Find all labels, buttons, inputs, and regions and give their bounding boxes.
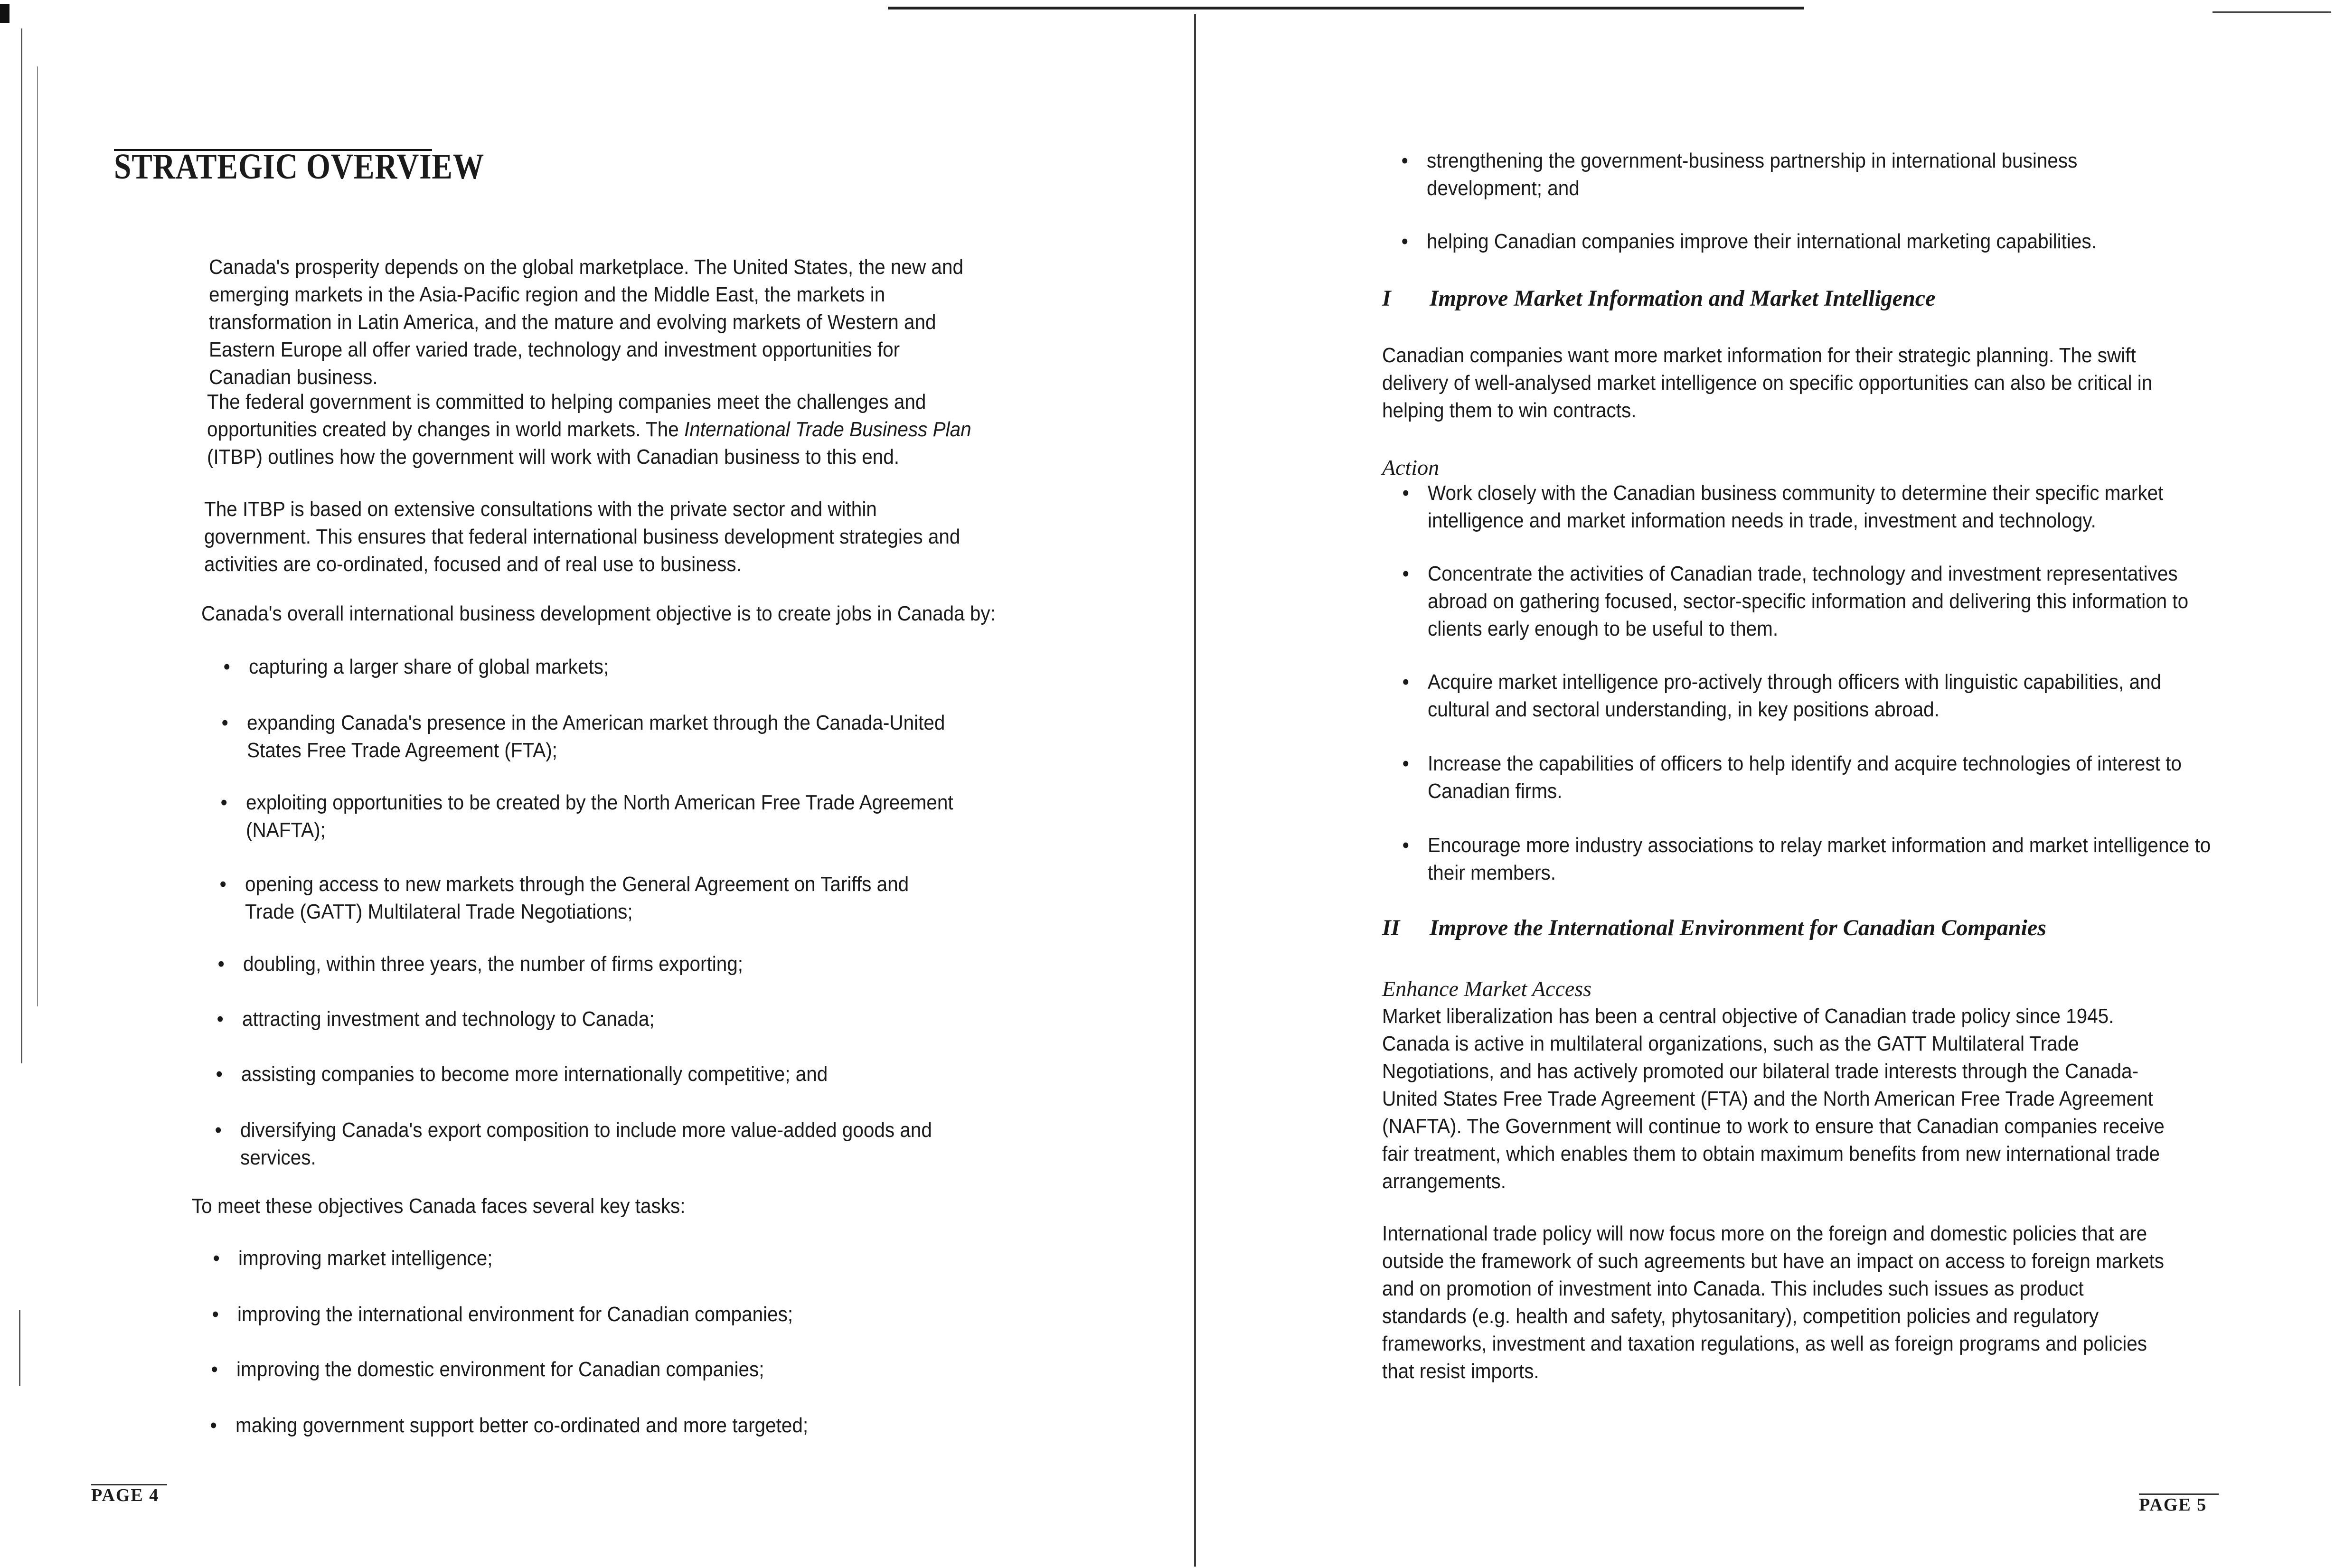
task-item: • making government support better co-ordinated and more targeted;: [235, 1412, 1000, 1439]
objective-item: • capturing a larger share of global markets;: [249, 653, 970, 681]
bullet-dot-icon: •: [1401, 149, 1408, 172]
task-item: • helping Canadian companies improve their international marketing capabilities.: [1427, 228, 2169, 255]
action-item: • Acquire market intelligence pro-actively through officers with linguistic capabilities, and cultural and sectoral understanding, in key positions abroad.: [1428, 668, 2214, 723]
objective-item: • assisting companies to become more internationally competitive; and: [241, 1061, 1006, 1088]
objective-item: • exploiting opportunities to be created by the North American Free Trade Agreement (NAFTA);: [246, 789, 962, 844]
bullet-dot-icon: •: [219, 873, 226, 896]
bullet-dot-icon: •: [1402, 834, 1409, 857]
objective-item: • diversifying Canada's export composition to include more value-added goods and services.: [240, 1117, 939, 1172]
section-heading: II Improve the International Environment for Canadian Companies: [1382, 915, 2046, 940]
plan-title: International Trade Business Plan: [684, 418, 971, 441]
bullet-dot-icon: •: [223, 655, 230, 678]
bullet-dot-icon: •: [217, 952, 225, 976]
section-paragraph: International trade policy will now focus more on the foreign and domestic policies that are outside the framework of such agreements but have an impact on access to foreign markets and on promotion of investment into Canada. This includes such issues as product standards (e.g. health and safety, phytosanitary), competition policies and regulatory frameworks, investment and taxation regulations, as well as foreign programs and policies that resist imports.: [1382, 1222, 2165, 1383]
objective-item: • attracting investment and technology to Canada;: [242, 1005, 963, 1033]
bullet-dot-icon: •: [1402, 481, 1409, 505]
section-heading: I Improve Market Information and Market Intelligence: [1382, 286, 1936, 311]
tasks-intro: To meet these objectives Canada faces several key tasks:: [192, 1194, 686, 1218]
objective-item: • expanding Canada's presence in the American market through the Canada-United States Free Trade Agreement (FTA);: [247, 709, 981, 764]
action-item: • Concentrate the activities of Canadian trade, technology and investment representatives abroad on gathering focused, sector-specific information and delivering this information to clients early enough to be useful to them.: [1428, 560, 2214, 643]
task-item: • strengthening the government-business partnership in international business development; and: [1427, 147, 2126, 202]
bullet-dot-icon: •: [212, 1303, 219, 1326]
objective-item: • doubling, within three years, the number of firms exporting;: [243, 950, 964, 978]
bullet-dot-icon: •: [213, 1247, 220, 1270]
right-page: [1194, 0, 2335, 1568]
task-item: • improving market intelligence;: [238, 1245, 1003, 1272]
consultation-paragraph: The ITBP is based on extensive consultations with the private sector and within government. This ensures that federal international business development strategies and activities are co-ordinated, focused and of real use to business.: [204, 498, 960, 576]
federal-paragraph: The federal government is committed to helping companies meet the challenges and opportunities created by changes in world markets. The International Trade Business Plan (ITBP) outlines how the government will work with Canadian business to this end.: [207, 390, 971, 469]
bullet-dot-icon: •: [221, 711, 228, 734]
bullet-dot-icon: •: [210, 1414, 217, 1437]
objective-item: • opening access to new markets through the General Agreement on Tariffs and Trade (GATT) Multilateral Trade Negotiations;: [245, 871, 952, 926]
bullet-dot-icon: •: [215, 1118, 222, 1142]
action-item: • Work closely with the Canadian business community to determine their specific market intelligence and market information needs in trade, investment and technology.: [1428, 479, 2214, 535]
page-number: PAGE 4: [91, 1485, 160, 1505]
section-paragraph: Market liberalization has been a central objective of Canadian trade policy since 1945. Canada is active in multilateral organizations, such as the GATT Multilateral Trade Negotiations, and has actively promoted our bilateral trade interests through the Canada-United States Free Trade Agreement (FTA) and the North American Free Trade Agreement (NAFTA). The Government will continue to work to ensure that Canadian companies receive fair treatment, which enables them to obtain maximum benefits from new international trade arrangements.: [1382, 1005, 2165, 1193]
bullet-dot-icon: •: [220, 791, 227, 814]
action-item: • Encourage more industry associations to relay market information and market intelligence to their members.: [1428, 832, 2214, 887]
task-item: • improving the international environment for Canadian companies;: [237, 1301, 1002, 1328]
bullet-dot-icon: •: [216, 1062, 223, 1086]
action-label: Action: [1382, 455, 1440, 479]
intro-paragraph: Canada's prosperity depends on the global marketplace. The United States, the new and emerging markets in the Asia-Pacific region and the Middle East, the markets in transformation in Latin America, and the mature and evolving markets of Western and Eastern Europe all offer varied trade, technology and investment opportunities for Canadian business.: [209, 255, 963, 389]
page-number: PAGE 5: [2139, 1495, 2207, 1515]
bullet-dot-icon: •: [217, 1007, 224, 1031]
bullet-dot-icon: •: [1402, 562, 1409, 585]
task-item: • improving the domestic environment for Canadian companies;: [236, 1356, 1001, 1383]
page-heading: STRATEGIC OVERVIEW: [114, 147, 485, 187]
subsection-label: Enhance Market Access: [1382, 976, 1592, 1001]
bullet-dot-icon: •: [211, 1358, 218, 1381]
bullet-dot-icon: •: [1402, 752, 1409, 775]
bullet-dot-icon: •: [1402, 670, 1409, 694]
bullet-dot-icon: •: [1401, 230, 1408, 253]
objective-paragraph: Canada's overall international business development objective is to create jobs in Canada by:: [201, 602, 996, 625]
section-paragraph: Canadian companies want more market information for their strategic planning. The swift delivery of well-analysed market intelligence on specific opportunities can also be critical in helping them to win contracts.: [1382, 344, 2153, 422]
action-item: • Increase the capabilities of officers to help identify and acquire technologies of interest to Canadian firms.: [1428, 750, 2214, 805]
